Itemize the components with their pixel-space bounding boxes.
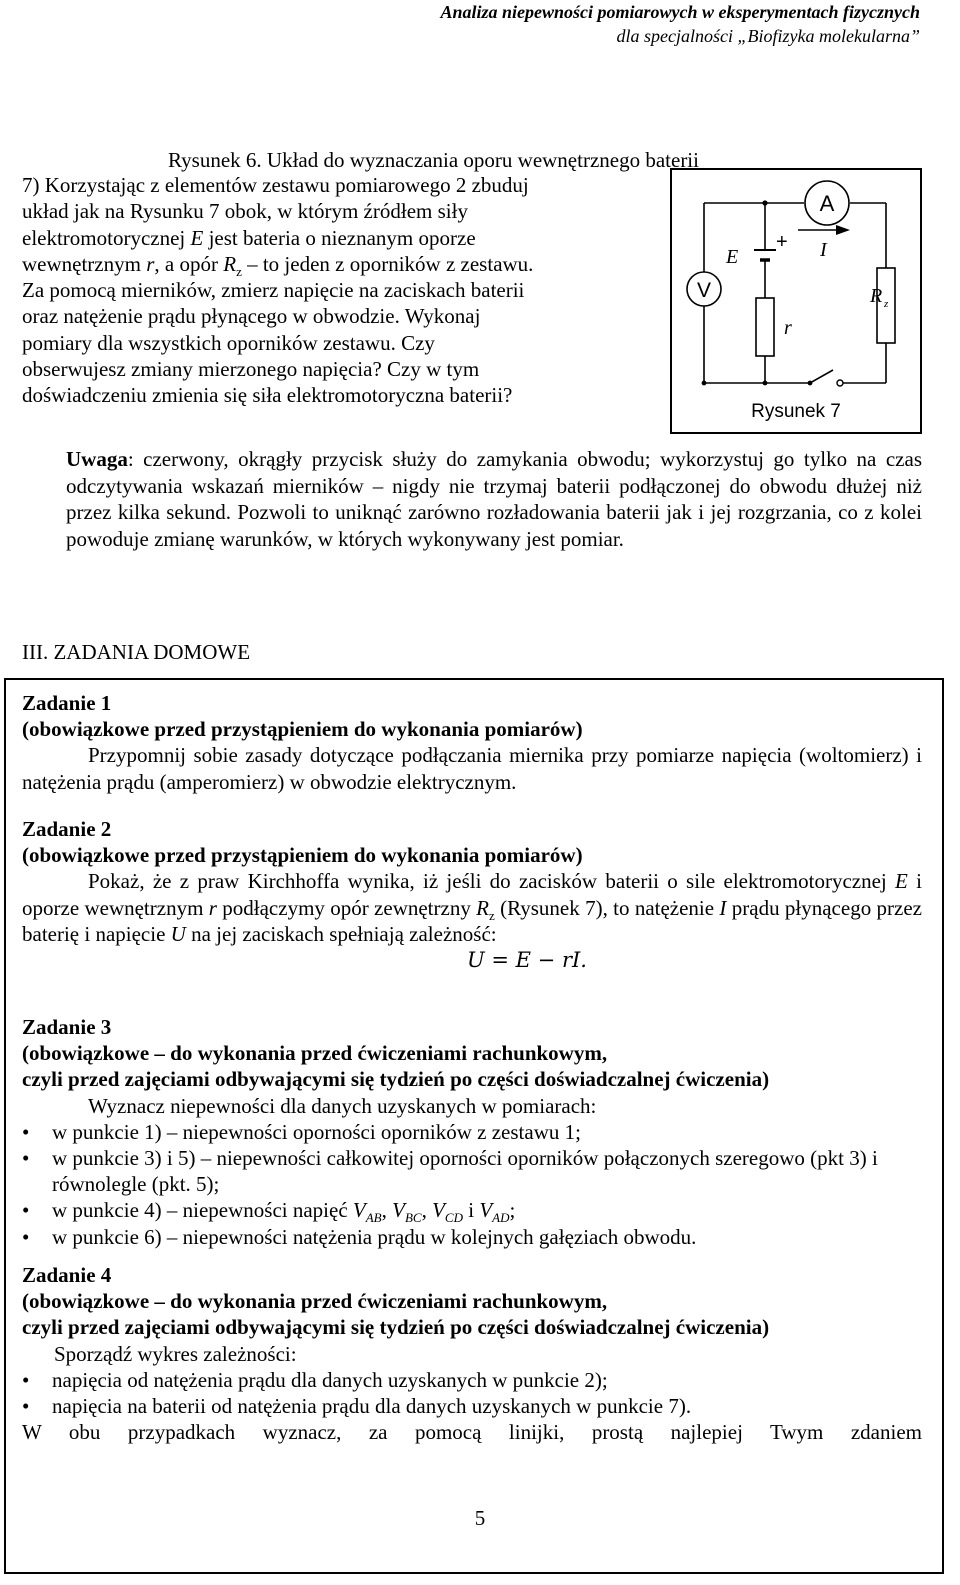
header-title: Analiza niepewności pomiarowych w eksperymentach fizycznych xyxy=(440,2,920,22)
internal-r-label: r xyxy=(784,317,792,339)
item-7-line: 7) Korzystając z elementów zestawu pomiarowego 2 zbuduj xyxy=(22,173,529,197)
task-2-subtitle: (obowiązkowe przed przystąpieniem do wykonania pomiarów) xyxy=(22,843,583,868)
task-4-subtitle: (obowiązkowe – do wykonania przed ćwiczeniami rachunkowym, xyxy=(22,1289,608,1314)
task-4-intro: Sporządź wykres zależności: xyxy=(54,1341,297,1366)
item-7-line: Za pomocą mierników, zmierz napięcie na zaciskach baterii xyxy=(22,278,525,303)
task-1-subtitle: (obowiązkowe przed przystąpieniem do wykonania pomiarów) xyxy=(22,717,583,742)
item-7-line: doświadczeniu zmienia się siła elektromotoryczna baterii? xyxy=(22,383,513,408)
internal-resistor-symbol xyxy=(756,298,774,356)
voltmeter-label: V xyxy=(696,279,712,302)
item-7-line: obserwujesz zmiany mierzonego napięcia? Czy w tym xyxy=(22,357,480,382)
header-subtitle: dla specjalności „Biofizyka molekularna” xyxy=(616,26,920,46)
task-3 xyxy=(22,1014,922,1250)
task-1-title: Zadanie 1 xyxy=(22,691,112,715)
task-3-title: Zadanie 3 xyxy=(22,1015,112,1039)
load-R-subscript: z xyxy=(884,298,889,310)
list-item: • napięcia od natężenia prądu dla danych uzyskanych w punkcie 2); xyxy=(22,1367,608,1392)
list-item: • w punkcie 3) i 5) – niepewności całkowitej oporności oporników połączonych szeregowo (pkt 3) i równolegle (pkt. 5); xyxy=(22,1146,878,1197)
emf-label: E xyxy=(726,246,739,268)
figure-6-caption: Rysunek 6. Układ do wyznaczania oporu wewnętrznego baterii xyxy=(168,148,699,172)
note-label: Uwaga xyxy=(66,447,128,471)
figure-7-caption: Rysunek 7 xyxy=(751,401,841,422)
current-label: I xyxy=(820,239,827,261)
task-1-text: Przypomnij sobie zasady dotyczące podłączania miernika przy pomiarze napięcia (woltomierz) i natężenia prądu (amperomierz) w obwodzie elektrycznym. xyxy=(22,743,922,794)
task-3-subtitle: (obowiązkowe – do wykonania przed ćwiczeniami rachunkowym, xyxy=(22,1041,608,1066)
task-3-subtitle: czyli przed zajęciami odbywającymi się tydzień po części doświadczalnej ćwiczenia) xyxy=(22,1067,770,1092)
ammeter-label: A xyxy=(819,191,835,216)
load-R-label: R xyxy=(870,285,883,307)
list-item: • napięcia na baterii od natężenia prądu dla danych uzyskanych w punkcie 7). xyxy=(22,1394,692,1419)
item-7-line: oraz natężenie prądu płynącego w obwodzie. Wykonaj xyxy=(22,304,481,329)
section-title: III. ZADANIA DOMOWE xyxy=(22,640,251,664)
task-4 xyxy=(22,1262,922,1445)
page-number: 5 xyxy=(474,1506,486,1530)
item-7-text xyxy=(22,172,662,409)
list-item: • w punkcie 6) – niepewności natężenia prądu w kolejnych gałęziach obwodu. xyxy=(22,1224,697,1249)
task-1 xyxy=(22,690,922,795)
task-2 xyxy=(22,816,922,973)
item-7-line: elektromotorycznej E jest bateria o nieznanym oporze xyxy=(22,225,476,250)
figure-7-circuit xyxy=(670,168,922,434)
task-4-last-line: W obu przypadkach wyznacz, za pomocą linijki, prostą najlepiej Twym zdaniem xyxy=(22,1420,922,1445)
task-2-text: Pokaż, że z praw Kirchhoffa wynika, iż jeśli do zacisków baterii o sile elektromotorycznej E i oporze wewnętrznym r podłączymy opór zewnętrzny $R_z$ (Rysunek 7), to natężenie I prądu płynącego przez baterię i napięcie U na jej zaciskach spełniają zależność: xyxy=(22,869,922,946)
task-4-title: Zadanie 4 xyxy=(22,1263,112,1287)
plus-label: + xyxy=(776,231,788,253)
list-item: • w punkcie 1) – niepewności oporności oporników z zestawu 1; xyxy=(22,1119,581,1144)
task-3-intro: Wyznacz niepewności dla danych uzyskanych w pomiarach: xyxy=(88,1093,597,1118)
note-text: : czerwony, okrągły przycisk służy do zamykania obwodu; wykorzystuj go tylko na czas odczytywania wskazań mierników – nigdy nie trzymaj baterii podłączonej do obwodu dłużej niż przez kilka sekund. Pozwoli to uniknąć zarówno rozładowania baterii jak i jej rozgrzania, co z kolei powoduje zmianę warunków, w których wykonywany jest pomiar. xyxy=(66,447,922,551)
item-7-line: pomiary dla wszystkich oporników zestawu. Czy xyxy=(22,330,435,355)
warning-note xyxy=(66,446,922,552)
task-2-title: Zadanie 2 xyxy=(22,817,112,841)
page-header xyxy=(441,0,921,48)
task-2-equation: U = E − rI. xyxy=(467,948,587,973)
list-item: • w punkcie 4) – niepewności napięć $V_{AB}$, $V_{BC}$, $V_{CD}$ i $V_{AD}$; xyxy=(22,1198,516,1226)
item-7-line: wewnętrznym r, a opór $R_z$ – to jeden z oporników z zestawu. xyxy=(22,251,534,280)
item-7-line: układ jak na Rysunku 7 obok, w którym źródłem siły xyxy=(22,199,468,224)
task-4-subtitle: czyli przed zajęciami odbywającymi się tydzień po części doświadczalnej ćwiczenia) xyxy=(22,1315,770,1340)
